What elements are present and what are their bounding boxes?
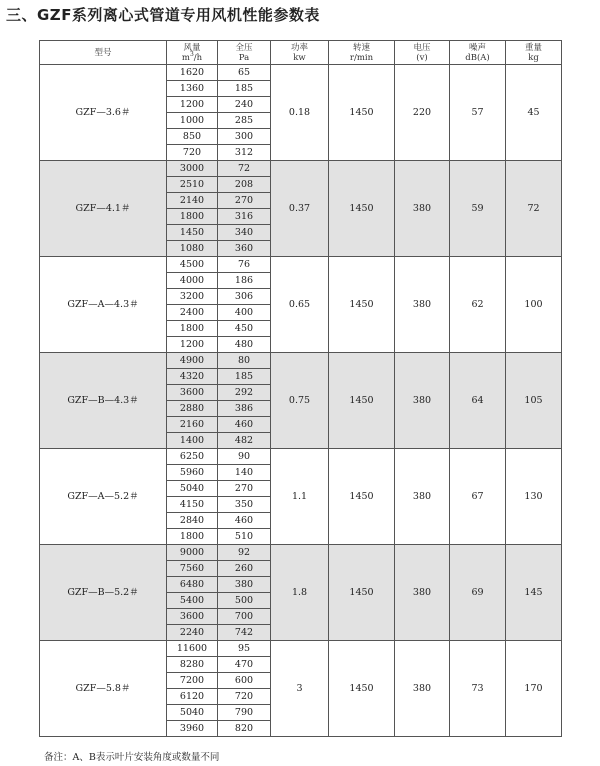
header-airflow: 风量 $m^3/h$ <box>167 41 218 65</box>
airflow-cell: 2160 <box>167 417 218 433</box>
pressure-cell: 186 <box>218 273 271 289</box>
pressure-cell: 510 <box>218 529 271 545</box>
airflow-cell: 3960 <box>167 721 218 737</box>
airflow-cell: 5040 <box>167 481 218 497</box>
speed-cell: 1450 <box>329 545 395 641</box>
airflow-cell: 6250 <box>167 449 218 465</box>
airflow-cell: 1620 <box>167 65 218 81</box>
pressure-cell: 285 <box>218 113 271 129</box>
noise-cell: 73 <box>450 641 506 737</box>
weight-cell: 145 <box>506 545 562 641</box>
header-noise: 噪声 dB(A) <box>450 41 506 65</box>
power-cell: 0.65 <box>271 257 329 353</box>
pressure-cell: 700 <box>218 609 271 625</box>
header-speed: 转速 r/min <box>329 41 395 65</box>
airflow-cell: 1080 <box>167 241 218 257</box>
airflow-cell: 4150 <box>167 497 218 513</box>
weight-cell: 130 <box>506 449 562 545</box>
pressure-cell: 65 <box>218 65 271 81</box>
header-weight: 重量 kg <box>506 41 562 65</box>
airflow-cell: 2880 <box>167 401 218 417</box>
voltage-cell: 380 <box>395 449 450 545</box>
pressure-cell: 790 <box>218 705 271 721</box>
pressure-cell: 90 <box>218 449 271 465</box>
speed-cell: 1450 <box>329 353 395 449</box>
airflow-cell: 4000 <box>167 273 218 289</box>
pressure-cell: 386 <box>218 401 271 417</box>
airflow-cell: 2840 <box>167 513 218 529</box>
voltage-cell: 380 <box>395 257 450 353</box>
pressure-cell: 270 <box>218 481 271 497</box>
noise-cell: 69 <box>450 545 506 641</box>
weight-cell: 72 <box>506 161 562 257</box>
table-row <box>40 353 562 369</box>
voltage-cell: 380 <box>395 353 450 449</box>
airflow-cell: 1800 <box>167 321 218 337</box>
table-row <box>40 449 562 465</box>
weight-cell: 170 <box>506 641 562 737</box>
model-name: GZF—3.6＃ <box>40 65 167 161</box>
airflow-cell: 3000 <box>167 161 218 177</box>
weight-cell: 45 <box>506 65 562 161</box>
airflow-cell: 6120 <box>167 689 218 705</box>
noise-cell: 64 <box>450 353 506 449</box>
airflow-cell: 3600 <box>167 609 218 625</box>
airflow-cell: 1000 <box>167 113 218 129</box>
airflow-cell: 7200 <box>167 673 218 689</box>
pressure-cell: 820 <box>218 721 271 737</box>
model-name: GZF—4.1＃ <box>40 161 167 257</box>
pressure-cell: 260 <box>218 561 271 577</box>
footnote: 备注：A、B表示叶片安装角度或数量不同 <box>44 752 220 763</box>
airflow-cell: 1400 <box>167 433 218 449</box>
table-row <box>40 65 562 81</box>
pressure-cell: 380 <box>218 577 271 593</box>
pressure-cell: 460 <box>218 417 271 433</box>
power-cell: 0.75 <box>271 353 329 449</box>
model-name: GZF—A—4.3＃ <box>40 257 167 353</box>
airflow-cell: 11600 <box>167 641 218 657</box>
airflow-cell: 1450 <box>167 225 218 241</box>
pressure-cell: 400 <box>218 305 271 321</box>
pressure-cell: 306 <box>218 289 271 305</box>
voltage-cell: 380 <box>395 161 450 257</box>
pressure-cell: 500 <box>218 593 271 609</box>
power-cell: 0.37 <box>271 161 329 257</box>
pressure-cell: 300 <box>218 129 271 145</box>
pressure-cell: 95 <box>218 641 271 657</box>
speed-cell: 1450 <box>329 641 395 737</box>
pressure-cell: 72 <box>218 161 271 177</box>
power-cell: 1.1 <box>271 449 329 545</box>
airflow-cell: 1200 <box>167 97 218 113</box>
noise-cell: 57 <box>450 65 506 161</box>
pressure-cell: 460 <box>218 513 271 529</box>
noise-cell: 62 <box>450 257 506 353</box>
model-name: GZF—5.8＃ <box>40 641 167 737</box>
airflow-cell: 5960 <box>167 465 218 481</box>
table-row <box>40 161 562 177</box>
airflow-cell: 2510 <box>167 177 218 193</box>
model-name: GZF—B—5.2＃ <box>40 545 167 641</box>
pressure-cell: 240 <box>218 97 271 113</box>
pressure-cell: 360 <box>218 241 271 257</box>
pressure-cell: 185 <box>218 369 271 385</box>
pressure-cell: 185 <box>218 81 271 97</box>
model-name: GZF—B—4.3＃ <box>40 353 167 449</box>
speed-cell: 1450 <box>329 161 395 257</box>
header-pressure: 全压 Pa <box>218 41 271 65</box>
airflow-unit: $m^3/h$ <box>181 50 203 63</box>
airflow-cell: 7560 <box>167 561 218 577</box>
pressure-cell: 470 <box>218 657 271 673</box>
pressure-cell: 720 <box>218 689 271 705</box>
airflow-cell: 3600 <box>167 385 218 401</box>
airflow-cell: 2240 <box>167 625 218 641</box>
page-title: 三、GZF系列离心式管道专用风机性能参数表 <box>6 6 320 24</box>
airflow-cell: 4320 <box>167 369 218 385</box>
weight-cell: 100 <box>506 257 562 353</box>
pressure-cell: 80 <box>218 353 271 369</box>
weight-cell: 105 <box>506 353 562 449</box>
airflow-cell: 1800 <box>167 529 218 545</box>
table-row <box>40 641 562 657</box>
airflow-cell: 1800 <box>167 209 218 225</box>
airflow-cell: 2400 <box>167 305 218 321</box>
header-model: 型号 <box>40 41 167 65</box>
pressure-cell: 292 <box>218 385 271 401</box>
airflow-cell: 2140 <box>167 193 218 209</box>
voltage-cell: 220 <box>395 65 450 161</box>
voltage-cell: 380 <box>395 641 450 737</box>
pressure-cell: 316 <box>218 209 271 225</box>
table-body <box>40 65 562 737</box>
noise-cell: 67 <box>450 449 506 545</box>
header-voltage: 电压 (v) <box>395 41 450 65</box>
power-cell: 1.8 <box>271 545 329 641</box>
noise-cell: 59 <box>450 161 506 257</box>
table-header-row <box>40 41 562 65</box>
pressure-cell: 482 <box>218 433 271 449</box>
airflow-cell: 5040 <box>167 705 218 721</box>
model-name: GZF—A—5.2＃ <box>40 449 167 545</box>
pressure-cell: 480 <box>218 337 271 353</box>
pressure-cell: 450 <box>218 321 271 337</box>
airflow-cell: 9000 <box>167 545 218 561</box>
header-power: 功率 kw <box>271 41 329 65</box>
pressure-cell: 208 <box>218 177 271 193</box>
table-row <box>40 257 562 273</box>
pressure-cell: 140 <box>218 465 271 481</box>
pressure-cell: 742 <box>218 625 271 641</box>
pressure-cell: 600 <box>218 673 271 689</box>
table-row <box>40 545 562 561</box>
pressure-cell: 350 <box>218 497 271 513</box>
airflow-cell: 5400 <box>167 593 218 609</box>
speed-cell: 1450 <box>329 449 395 545</box>
airflow-cell: 1360 <box>167 81 218 97</box>
speed-cell: 1450 <box>329 257 395 353</box>
airflow-cell: 4900 <box>167 353 218 369</box>
power-cell: 3 <box>271 641 329 737</box>
airflow-cell: 4500 <box>167 257 218 273</box>
airflow-cell: 6480 <box>167 577 218 593</box>
airflow-cell: 8280 <box>167 657 218 673</box>
pressure-cell: 92 <box>218 545 271 561</box>
airflow-cell: 3200 <box>167 289 218 305</box>
pressure-cell: 340 <box>218 225 271 241</box>
fan-parameter-table <box>39 40 562 737</box>
voltage-cell: 380 <box>395 545 450 641</box>
pressure-cell: 312 <box>218 145 271 161</box>
airflow-cell: 1200 <box>167 337 218 353</box>
speed-cell: 1450 <box>329 65 395 161</box>
pressure-cell: 76 <box>218 257 271 273</box>
pressure-cell: 270 <box>218 193 271 209</box>
power-cell: 0.18 <box>271 65 329 161</box>
airflow-cell: 720 <box>167 145 218 161</box>
airflow-cell: 850 <box>167 129 218 145</box>
